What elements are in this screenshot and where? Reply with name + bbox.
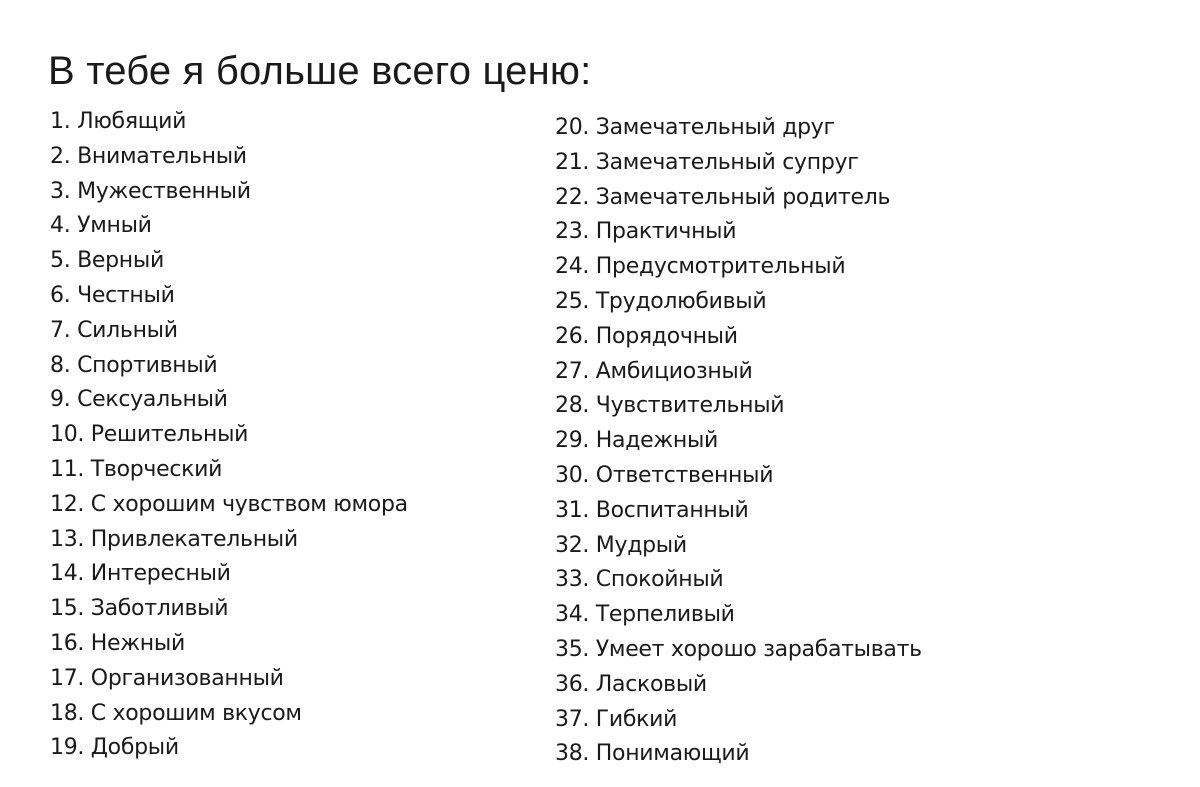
list-item — [50, 244, 408, 279]
list-item — [50, 697, 408, 732]
list-item-text: Трудолюбивый — [595, 288, 767, 314]
list-item-number: 27. — [555, 358, 590, 384]
list-item — [555, 668, 922, 703]
list-item-number: 6. — [50, 282, 71, 308]
list-item-number: 3. — [50, 178, 71, 204]
list-item-text: С хорошим вкусом — [90, 700, 302, 726]
list-item-number: 24. — [555, 254, 590, 280]
list-item-text: Замечательный родитель — [595, 184, 891, 210]
list-item-text: Амбициозный — [595, 358, 753, 384]
list-item — [50, 523, 408, 558]
qualities-list-left — [50, 105, 408, 766]
list-item-text: Любящий — [77, 109, 187, 134]
list-item-number: 37. — [555, 706, 590, 732]
list-item — [50, 383, 408, 418]
list-item — [555, 424, 922, 459]
list-item — [50, 627, 408, 662]
list-item-text: Терпеливый — [595, 602, 735, 628]
list-item-number: 13. — [50, 526, 85, 552]
list-item-number: 21. — [555, 149, 590, 175]
list-item-text: Сильный — [77, 317, 178, 343]
list-item-number: 31. — [555, 497, 590, 523]
list-item-text: Воспитанный — [595, 497, 749, 523]
list-item-number: 19. — [50, 735, 85, 761]
qualities-list-right — [555, 111, 922, 772]
list-item-number: 32. — [555, 532, 590, 558]
list-item — [555, 737, 922, 772]
list-item-text: Предусмотрительный — [595, 254, 846, 280]
list-item-number: 16. — [50, 630, 85, 656]
list-item-text: Гибкий — [595, 706, 678, 732]
list-item-number: 14. — [50, 561, 85, 587]
list-item-text: Заботливый — [90, 596, 229, 622]
list-item-text: Спортивный — [77, 352, 218, 378]
list-item — [555, 494, 922, 529]
list-item-number: 12. — [50, 491, 85, 517]
list-item-text: Ласковый — [595, 671, 707, 697]
list-item-number: 17. — [50, 665, 85, 691]
list-item-text: Интересный — [90, 561, 231, 587]
list-item — [50, 418, 408, 453]
list-item — [50, 279, 408, 314]
list-item — [50, 105, 408, 140]
list-item — [50, 209, 408, 244]
list-item-text: Порядочный — [595, 323, 738, 349]
list-item-number: 18. — [50, 700, 85, 726]
list-item-text: Мудрый — [595, 532, 687, 558]
list-item-text: Умеет хорошо зарабатывать — [595, 636, 922, 662]
list-item — [555, 633, 922, 668]
list-item — [555, 355, 922, 390]
list-item-text: Понимающий — [595, 741, 750, 767]
list-item-text: Решительный — [90, 422, 249, 448]
list-item-text: Добрый — [90, 735, 179, 761]
list-item-text: Творческий — [90, 456, 223, 482]
list-item-number: 28. — [555, 393, 590, 419]
list-item-number: 8. — [50, 352, 71, 378]
list-item-number: 9. — [50, 387, 71, 413]
list-item-text: Верный — [77, 248, 164, 274]
list-item-number: 7. — [50, 317, 71, 343]
list-item — [555, 146, 922, 181]
list-item — [555, 529, 922, 564]
list-item — [50, 453, 408, 488]
list-item — [555, 389, 922, 424]
list-item — [50, 488, 408, 523]
list-item-number: 36. — [555, 671, 590, 697]
list-item-number: 25. — [555, 288, 590, 314]
list-item-text: Спокойный — [595, 567, 724, 593]
list-item — [50, 557, 408, 592]
list-item-text: Внимательный — [77, 143, 247, 169]
list-item — [555, 563, 922, 598]
list-item — [555, 598, 922, 633]
list-item-text: Сексуальный — [77, 387, 228, 413]
list-item — [50, 314, 408, 349]
list-item — [555, 320, 922, 355]
list-item-number: 4. — [50, 213, 71, 239]
list-item-number: 30. — [555, 462, 590, 488]
list-item-number: 26. — [555, 323, 590, 349]
list-item-number: 15. — [50, 596, 85, 622]
list-item-number: 20. — [555, 115, 590, 140]
list-item-number: 29. — [555, 428, 590, 454]
list-item-number: 5. — [50, 248, 71, 274]
page-title: В тебе я больше всего ценю: — [48, 48, 592, 93]
list-item-text: Замечательный друг — [595, 115, 835, 140]
list-item-text: Нежный — [90, 630, 185, 656]
list-item-number: 22. — [555, 184, 590, 210]
list-item — [50, 175, 408, 210]
list-item — [50, 349, 408, 384]
list-item-text: Мужественный — [77, 178, 251, 204]
list-item-number: 33. — [555, 567, 590, 593]
list-item — [555, 285, 922, 320]
list-item — [555, 111, 922, 146]
list-item-text: Честный — [77, 282, 175, 308]
list-item-number: 10. — [50, 422, 85, 448]
list-item-text: Надежный — [595, 428, 719, 454]
list-item — [555, 215, 922, 250]
list-item-text: Организованный — [90, 665, 284, 691]
list-item — [555, 250, 922, 285]
list-item — [555, 459, 922, 494]
list-item — [50, 140, 408, 175]
list-item-number: 34. — [555, 602, 590, 628]
list-item-text: Привлекательный — [90, 526, 298, 552]
list-item-number: 11. — [50, 456, 85, 482]
list-item — [555, 703, 922, 738]
list-item-number: 2. — [50, 143, 71, 169]
list-item-number: 1. — [50, 109, 71, 134]
list-item-text: Практичный — [595, 219, 737, 245]
list-item — [50, 731, 408, 766]
list-item-number: 23. — [555, 219, 590, 245]
list-item-number: 38. — [555, 741, 590, 767]
list-item — [555, 181, 922, 216]
list-item-text: Умный — [77, 213, 152, 239]
list-item — [50, 592, 408, 627]
list-item-text: Замечательный супруг — [595, 149, 859, 175]
list-item-number: 35. — [555, 636, 590, 662]
list-item-text: С хорошим чувством юмора — [90, 491, 408, 517]
list-item-text: Ответственный — [595, 462, 774, 488]
list-item-text: Чувствительный — [595, 393, 785, 419]
list-item — [50, 662, 408, 697]
